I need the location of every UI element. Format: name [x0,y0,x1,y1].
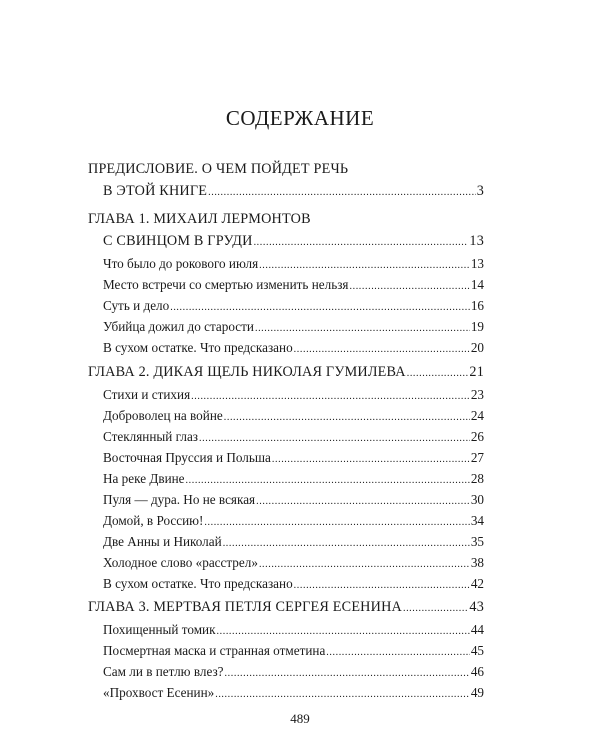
toc-entry[interactable] [88,623,484,637]
entry-title: Стеклянный глаз [103,429,199,444]
leader-dots [217,627,470,637]
page-number: 34 [470,513,484,528]
entry-title: Доброволец на войне [103,408,223,423]
toc-entry[interactable] [88,686,484,700]
page-number: 20 [470,340,484,355]
page-number: 27 [470,450,484,465]
page-number: 21 [469,364,484,380]
page-number: 35 [470,534,484,549]
page-number: 19 [470,319,484,334]
leader-dots [259,560,470,570]
page-number: 42 [470,576,484,591]
entry-title: Сам ли в петлю влез? [103,664,224,679]
leader-dots [272,455,470,465]
toc-entry[interactable] [88,257,484,271]
leader-dots [255,324,470,334]
preface-heading-line2[interactable] [88,184,484,198]
entry-title: Восточная Пруссия и Польша [103,450,271,465]
page-number: 23 [470,387,484,402]
chapter-3-title: ГЛАВА 3. МЕРТВАЯ ПЕТЛЯ СЕРГЕЯ ЕСЕНИНА [88,599,402,615]
leader-dots [204,518,469,528]
page-number: 28 [470,471,484,486]
leader-dots [256,497,470,507]
leader-dots [224,413,470,423]
page-number: 26 [470,429,484,444]
entry-title: Домой, в Россию! [103,513,204,528]
page-number: 44 [470,622,484,637]
leader-dots [294,345,470,355]
page-number-footer: 489 [290,711,310,726]
toc-entry[interactable] [88,451,484,465]
toc-entry[interactable] [88,430,484,444]
leader-dots [199,434,470,444]
toc-entry[interactable] [88,320,484,334]
page-number: 43 [469,599,484,615]
entry-title: Похищенный томик [103,622,216,637]
leader-dots [225,669,470,679]
leader-dots [294,581,470,591]
toc-entry[interactable] [88,299,484,313]
entry-title: Пуля — дура. Но не всякая [103,492,256,507]
chapter-1-heading-line1[interactable] [88,212,484,226]
toc-entry[interactable] [88,278,484,292]
entry-title: Посмертная маска и странная отметина [103,643,326,658]
leader-dots [350,282,470,292]
entry-title: Убийца дожил до старости [103,319,254,334]
chapter-1-title-part1: ГЛАВА 1. МИХАИЛ ЛЕРМОНТОВ [88,211,311,227]
entry-title: «Прохвост Есенин» [103,685,215,700]
toc-entry[interactable] [88,493,484,507]
toc-entry[interactable] [88,644,484,658]
toc-entry[interactable] [88,341,484,355]
leader-dots [223,539,470,549]
entry-title: Место встречи со смертью изменить нельзя [103,277,349,292]
preface-heading-line1[interactable] [88,162,484,176]
toc-entry[interactable] [88,514,484,528]
page-number: 16 [470,298,484,313]
preface-title-part2: В ЭТОЙ КНИГЕ [103,183,208,199]
entry-title: Суть и дело [103,298,170,313]
leader-dots [403,604,468,614]
page-number: 49 [470,685,484,700]
page-title: СОДЕРЖАНИЕ [225,106,375,130]
entry-title: Что было до рокового июля [103,256,259,271]
leader-dots [215,690,470,700]
entry-title: В сухом остатке. Что предсказано [103,340,293,355]
entry-title: Две Анны и Николай [103,534,222,549]
toc-entry[interactable] [88,556,484,570]
page-number: 13 [469,233,484,249]
chapter-3-heading[interactable] [88,600,484,614]
toc-entry[interactable] [88,577,484,591]
page-number: 13 [470,256,484,271]
leader-dots [254,238,469,248]
page-number: 24 [470,408,484,423]
page-number: 30 [470,492,484,507]
chapter-1-title-part2: С СВИНЦОМ В ГРУДИ [103,233,253,249]
preface-title-part1: ПРЕДИСЛОВИЕ. О ЧЕМ ПОЙДЕТ РЕЧЬ [88,161,349,177]
page-number: 45 [470,643,484,658]
page-number: 46 [470,664,484,679]
entry-title: В сухом остатке. Что предсказано [103,576,293,591]
entry-title: Стихи и стихия [103,387,191,402]
entry-title: Холодное слово «расстрел» [103,555,258,570]
leader-dots [259,261,470,271]
toc-entry[interactable] [88,665,484,679]
page-number: 38 [470,555,484,570]
leader-dots [407,369,469,379]
toc-entry[interactable] [88,388,484,402]
chapter-2-heading[interactable] [88,365,484,379]
chapter-2-title: ГЛАВА 2. ДИКАЯ ЩЕЛЬ НИКОЛАЯ ГУМИЛЕВА [88,364,406,380]
chapter-1-heading-line2[interactable] [88,234,484,248]
toc-entry[interactable] [88,409,484,423]
page-number: 3 [476,183,484,199]
toc-entry[interactable] [88,535,484,549]
leader-dots [191,392,470,402]
leader-dots [208,188,476,198]
entry-title: На реке Двине [103,471,185,486]
leader-dots [170,303,470,313]
page-number: 14 [470,277,484,292]
leader-dots [326,648,470,658]
leader-dots [186,476,470,486]
toc-entry[interactable] [88,472,484,486]
